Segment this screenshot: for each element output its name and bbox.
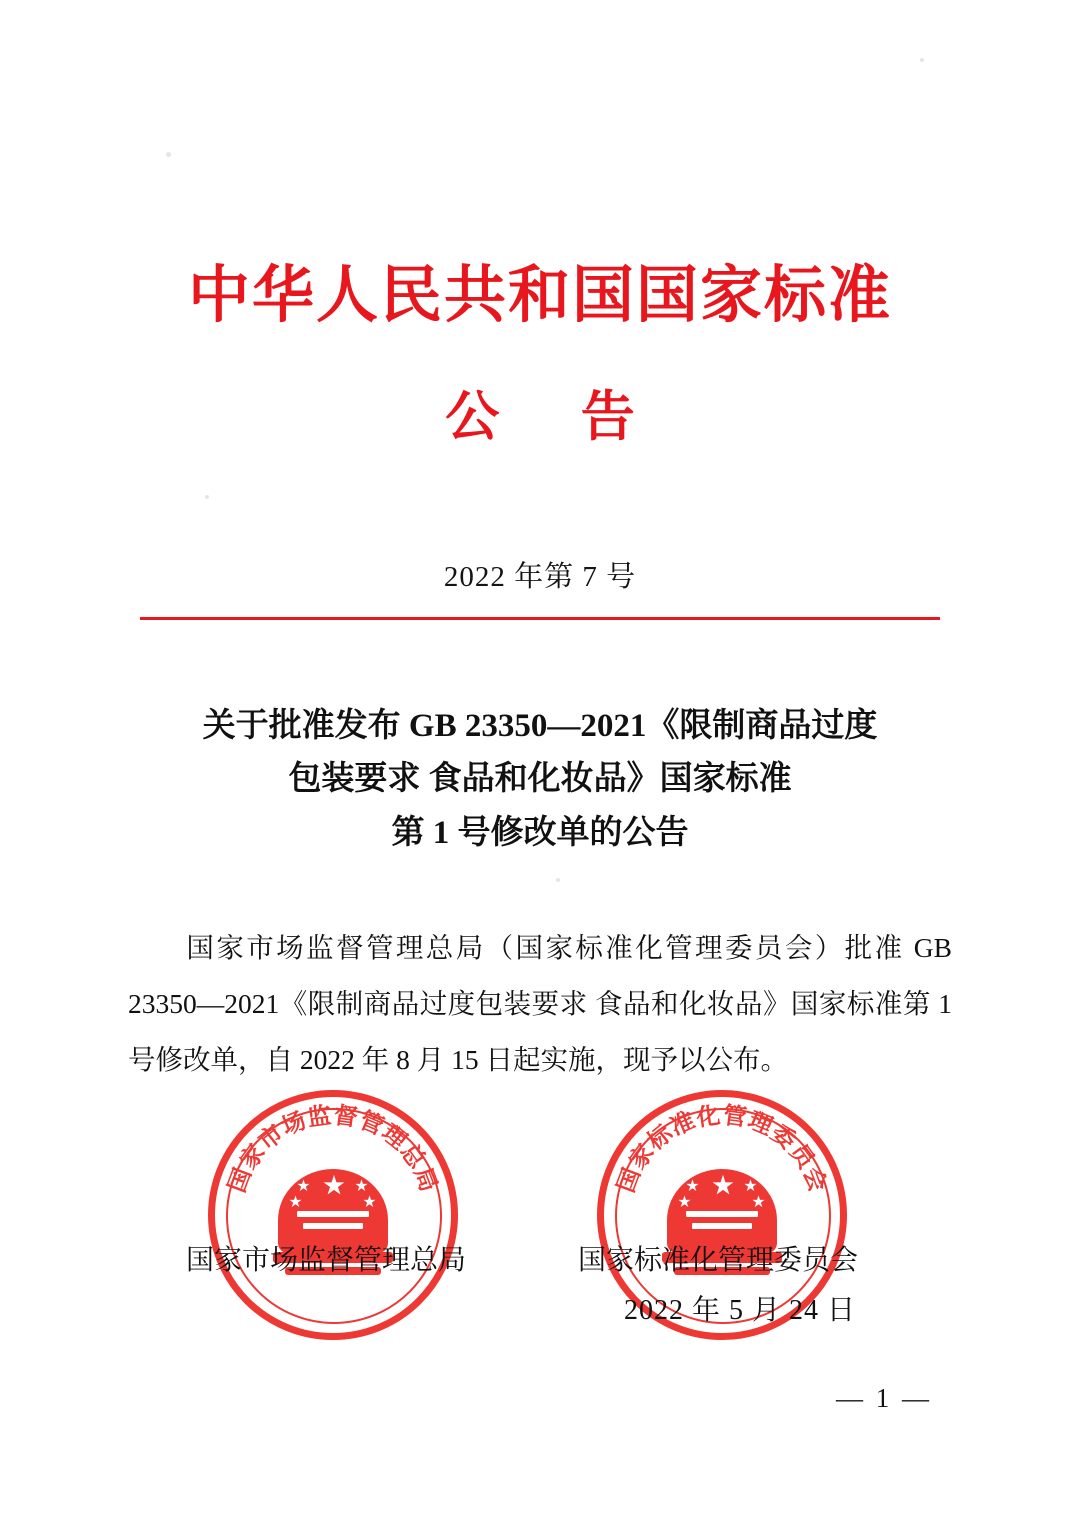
emblem-star-small: ★ bbox=[752, 1194, 766, 1209]
body-paragraph bbox=[128, 920, 952, 1088]
document-title bbox=[120, 700, 960, 860]
emblem-star-small: ★ bbox=[297, 1178, 311, 1193]
signature-date: 2022 年 5 月 24 日 bbox=[624, 1295, 857, 1326]
emblem-bars bbox=[297, 1211, 369, 1237]
masthead-title: 中华人民共和国国家标准 bbox=[187, 262, 892, 330]
emblem-star-small: ★ bbox=[363, 1194, 377, 1209]
emblem-star-center: ★ bbox=[712, 1173, 735, 1198]
seal-ring-textpath-left: 国家市场监督管理总局 bbox=[224, 1102, 442, 1197]
document-title-line-2: 包装要求 食品和化妆品》国家标准 bbox=[288, 761, 792, 798]
document-title-line-1: 关于批准发布 GB 23350—2021《限制商品过度 bbox=[202, 708, 878, 744]
emblem-bars bbox=[686, 1211, 758, 1237]
scan-speck bbox=[166, 152, 171, 157]
emblem-star-small: ★ bbox=[744, 1178, 758, 1193]
body-paragraph-text: 国家市场监督管理总局（国家标准化管理委员会）批准 GB 23350—2021《限制商品过度包装要求 食品和化妆品》国家标准第 1 号修改单，自 2022 年 8 月 15 日起实施，现予以公布。 bbox=[128, 932, 952, 1075]
seal-market-regulation bbox=[208, 1090, 458, 1340]
masthead bbox=[0, 262, 1080, 451]
signature-left: 国家市场监督管理总局 bbox=[186, 1245, 467, 1276]
emblem-star-center: ★ bbox=[323, 1173, 346, 1198]
emblem-star-small: ★ bbox=[289, 1194, 303, 1209]
red-divider-rule bbox=[140, 617, 940, 620]
scan-speck bbox=[920, 58, 924, 62]
masthead-subtitle: 公 告 bbox=[445, 387, 669, 448]
emblem-star-small: ★ bbox=[355, 1178, 369, 1193]
scan-speck bbox=[556, 878, 560, 882]
page-number: — 1 — bbox=[836, 1383, 932, 1413]
signature-right: 国家标准化管理委员会 bbox=[578, 1245, 859, 1276]
document-title-line-3: 第 1 号修改单的公告 bbox=[391, 814, 689, 851]
scan-speck bbox=[205, 495, 209, 499]
emblem-star-small: ★ bbox=[686, 1178, 700, 1193]
issue-number: 2022 年第 7 号 bbox=[443, 561, 637, 593]
seal-ring-textpath-right: 国家标准化管理委员会 bbox=[613, 1102, 831, 1197]
emblem-star-small: ★ bbox=[678, 1194, 692, 1209]
